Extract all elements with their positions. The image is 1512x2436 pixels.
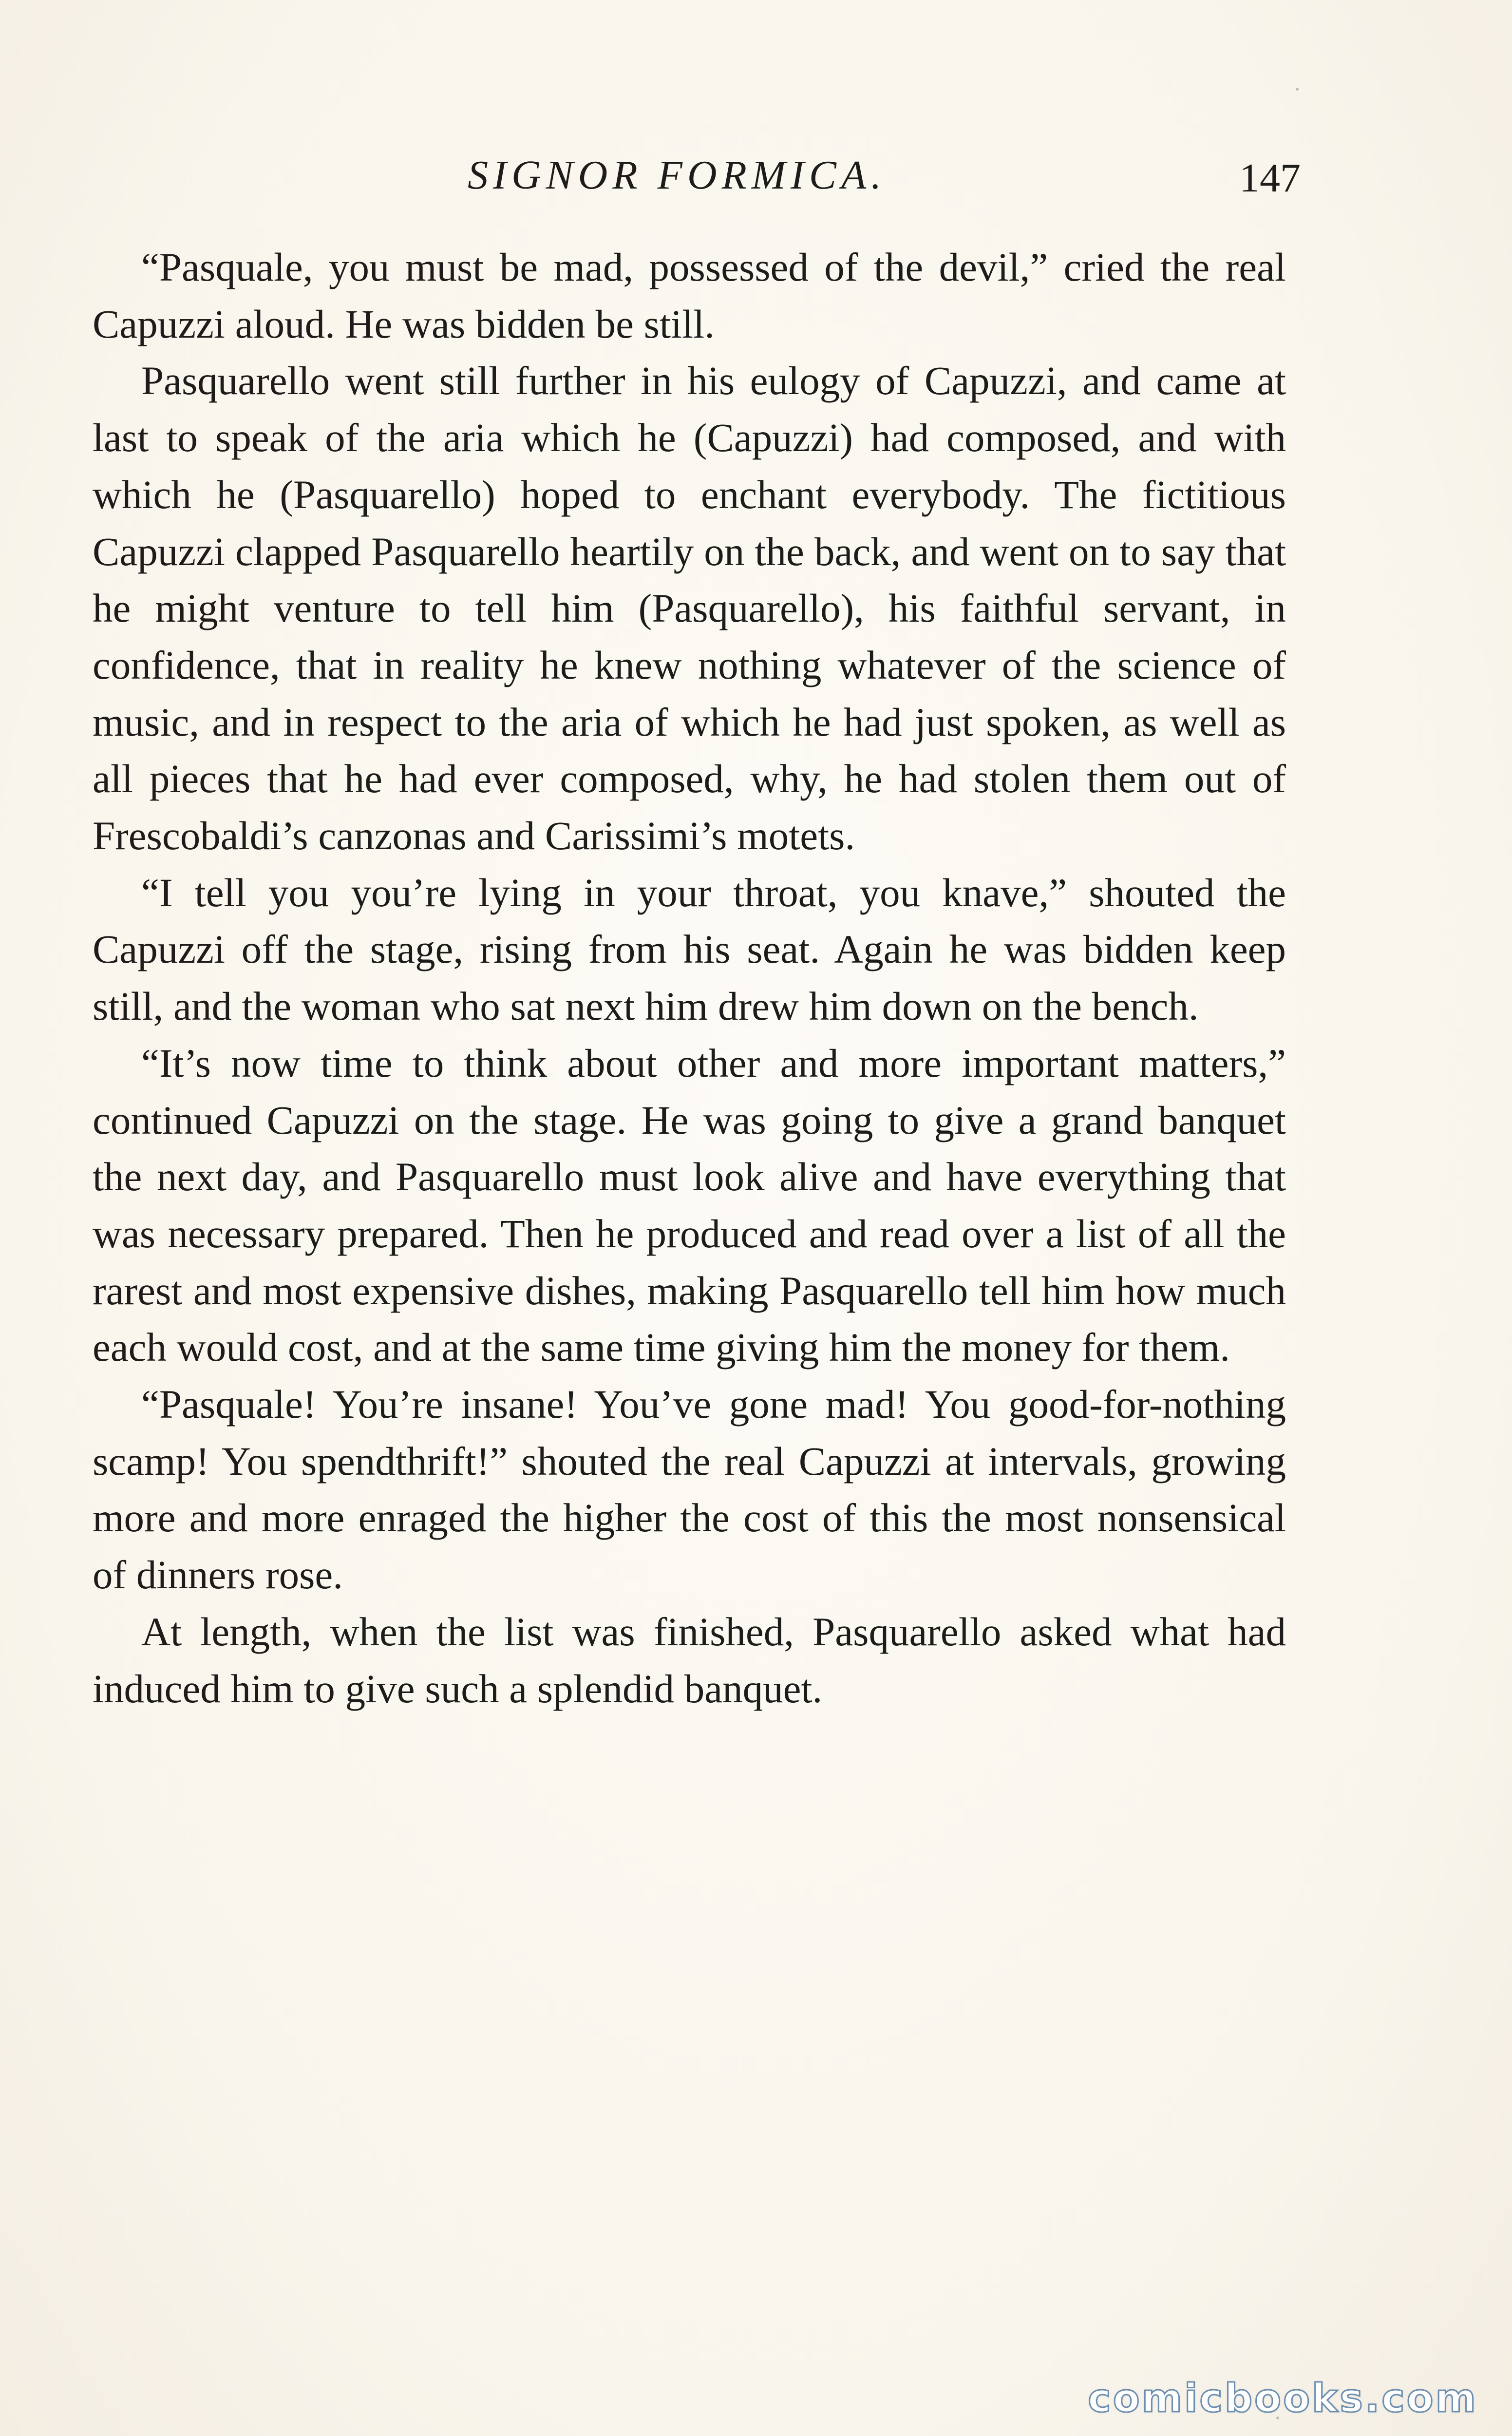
paragraph: “Pasquale, you must be mad, possessed of the devil,” cried the real Capuzzi aloud. He was bidden be still. — [93, 245, 1286, 346]
paragraph: At length, when the list was finished, Pasquarello asked what had induced him to give such a splendid banquet. — [93, 1609, 1286, 1711]
page-number: 147 — [1239, 155, 1301, 201]
paragraph: “I tell you you’re lying in your throat, you knave,” shouted the Capuzzi off the stage, rising from his seat. Again he was bidden keep still, and the woman who sat next him drew him down on the bench. — [93, 870, 1286, 1029]
running-head-title: SIGNOR FORMICA. — [468, 152, 887, 198]
paper-speck — [1296, 88, 1299, 91]
body-text — [93, 239, 1286, 1717]
paragraph: Pasquarello went still further in his eulogy of Capuzzi, and came at last to speak of the aria which he (Capuzzi) had composed, and with which he (Pasquarello) hoped to enchant everybody. The fictitious Capuzzi clapped Pasquarello heartily on the back, and went on to say that he might venture to tell him (Pasquarello), his faithful servant, in confidence, that in reality he knew nothing whatever of the science of music, and in respect to the aria of which he had just spoken, as well as all pieces that he had ever composed, why, he had stolen them out of Frescobaldi’s canzonas and Carissimi’s motets. — [93, 358, 1286, 858]
paragraph: “It’s now time to think about other and more important matters,” continued Capuzzi on the stage. He was going to give a grand banquet the next day, and Pasquarello must look alive and have everything that was necessary prepared. Then he produced and read over a list of all the rarest and most expensive dishes, making Pasquarello tell him how much each would cost, and at the same time giving him the money for them. — [93, 1040, 1286, 1370]
paragraph: “Pasquale! You’re insane! You’ve gone mad! You good-for-nothing scamp! You spendthrift!” shouted the real Capuzzi at intervals, growing more and more enraged the higher the cost of this the most nonsensical of dinners rose. — [93, 1382, 1286, 1598]
site-watermark: comicbooks.com — [1088, 2376, 1478, 2421]
running-head — [93, 146, 1301, 205]
